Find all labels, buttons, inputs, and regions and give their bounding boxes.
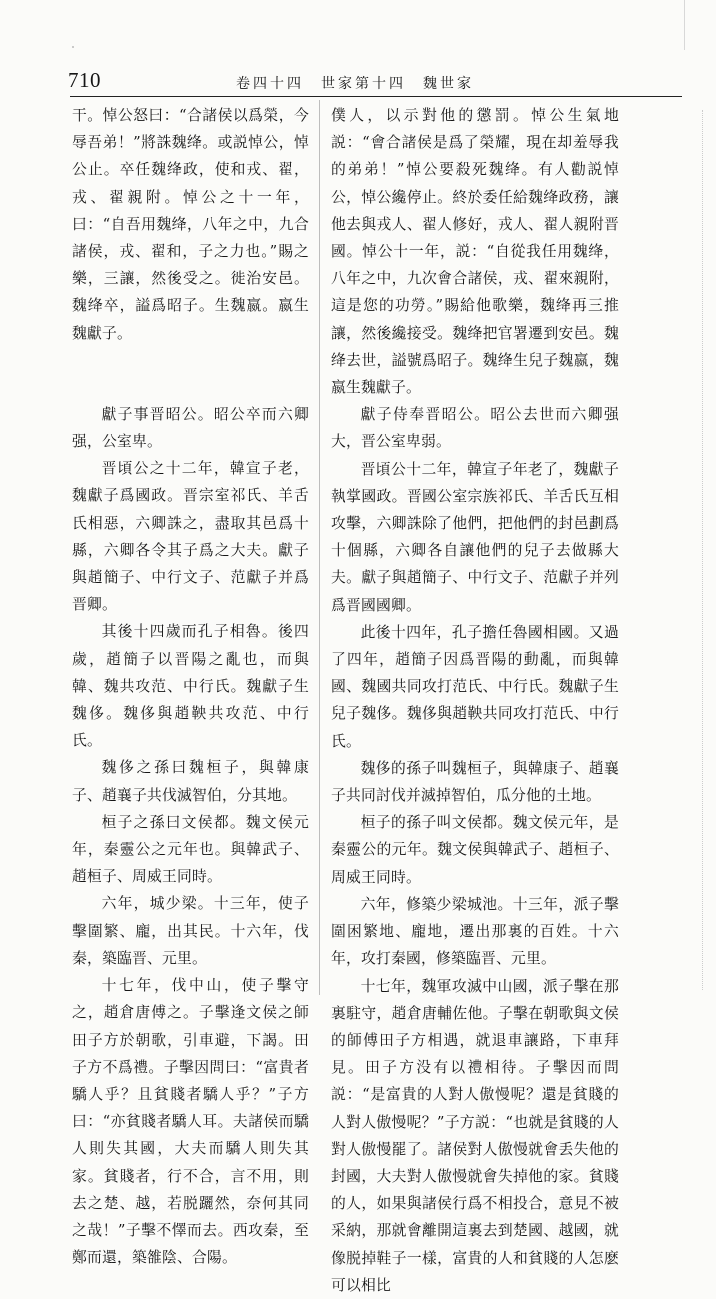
- translation-paragraph: 十七年，魏軍攻滅中山國，派子擊在那裏駐守，趙倉唐輔佐他。子擊在朝歌與文侯的師傅田子方相遇，就退車讓路，下車拜見。田子方没有以禮相待。子擊因而問説：“是富貴的人對人傲慢呢？還是貧賤的人對人傲慢呢？”子方説：“也就是貧賤的人對人傲慢罷了。諸侯對人傲慢就會丢失他的封國，大夫對人傲慢就會失掉他的家。貧賤的人，如果與諸侯行爲不相投合，意見不被采納，那就會離開這裏去到楚國、越國，就像脱掉鞋子一樣，富貴的人和貧賤的人怎麽可以相比: [331, 977, 619, 1294]
- translation-paragraph: 此後十四年，孔子擔任魯國相國。又過了四年，趙簡子因爲晋陽的動亂，而與韓國、魏國共同攻打范氏、中行氏。魏獻子生兒子魏侈。魏侈與趙鞅共同攻打范氏、中行氏。: [331, 623, 619, 750]
- translation-paragraph: 晋頃公十二年，韓宣子年老了，魏獻子執掌國政。晋國公室宗族祁氏、羊舌氏互相攻擊，六卿誅除了他們，把他們的封邑劃爲十個縣，六卿各自讓他們的兒子去做縣大夫。獻子與趙簡子、中行文子、范獻子并列爲晋國國卿。: [331, 460, 619, 614]
- translation-paragraph: 桓子的孫子叫文侯都。魏文侯元年，是秦靈公的元年。魏文侯與韓武子、趙桓子、周威王同時。: [331, 814, 619, 886]
- page-edge-line: [702, 110, 703, 990]
- translation-paragraph: 獻子侍奉晋昭公。昭公去世而六卿强大，晋公室卑弱。: [331, 406, 619, 451]
- translation-paragraph: 僕人，以示對他的懲罰。悼公生氣地説：“會合諸侯是爲了榮耀，現在却羞辱我的弟弟！”悼公要殺死魏绛。有人勸説悼公，悼公纔停止。終於委任給魏绛政務，讓他去與戎人、翟人修好，戎人、翟人親附晋國。悼公十一年，説：“自從我任用魏绛，八年之中，九次會合諸侯，戎、翟來親附，這是您的功勞。”賜給他歌樂，魏绛再三推讓，然後纔接受。魏绛把官署遷到安邑。魏绛去世，謚號爲昭子。魏绛生兒子魏嬴，魏嬴生魏獻子。: [331, 107, 619, 397]
- paragraph-gap: [72, 347, 309, 401]
- translation-text-column: [331, 102, 619, 1299]
- classical-paragraph: 晋頃公之十二年，韓宣子老，魏獻子爲國政。晋宗室祁氏、羊舌氏相惡，六卿誅之，盡取其邑爲十縣，六卿各令其子爲之大夫。獻子與趙簡子、中行文子、范獻子并爲晋卿。: [72, 460, 309, 614]
- column-divider: [319, 100, 320, 995]
- header-rule: [70, 96, 682, 97]
- classical-paragraph: 魏侈之孫曰魏桓子，與韓康子、趙襄子共伐滅智伯，分其地。: [72, 759, 309, 804]
- classical-paragraph: 干。悼公怒曰：“合諸侯以爲榮，今辱吾弟！”將誅魏绛。或説悼公，悼公止。卒任魏绛政，使和戎、翟，戎、翟親附。悼公之十一年，曰：“自吾用魏绛，八年之中，九合諸侯，戎、翟和，子之力也。”賜之樂，三讓，然後受之。徙治安邑。魏绛卒，謚爲昭子。生魏嬴。嬴生魏獻子。: [72, 107, 309, 342]
- classical-text-column: [72, 102, 309, 1271]
- scan-mark: [684, 0, 685, 50]
- translation-paragraph: 六年，修築少梁城池。十三年，派子擊圍困繁地、龐地，遷出那裏的百姓。十六年，攻打秦國，修築臨晋、元里。: [331, 895, 619, 968]
- page-number: 710: [68, 68, 101, 92]
- translation-paragraph: 魏侈的孫子叫魏桓子，與韓康子、趙襄子共同討伐并滅掉智伯，瓜分他的土地。: [331, 759, 619, 805]
- classical-paragraph: 六年，城少梁。十三年，使子擊圍繁、龐，出其民。十六年，伐秦，築臨晋、元里。: [72, 895, 309, 967]
- classical-paragraph: 獻子事晋昭公。昭公卒而六卿强，公室卑。: [72, 405, 309, 451]
- classical-paragraph: 其後十四歲而孔子相魯。後四歲，趙簡子以晋陽之亂也，而與韓、魏共攻范、中行氏。魏獻子生魏侈。魏侈與趙鞅共攻范、中行氏。: [72, 623, 309, 750]
- classical-paragraph: 桓子之孫曰文侯都。魏文侯元年，秦靈公之元年也。與韓武子、趙桓子、周威王同時。: [72, 813, 309, 886]
- running-head: 卷四十四 世家第十四 魏世家: [236, 76, 474, 92]
- scan-dot: [72, 46, 74, 48]
- classical-paragraph: 十七年，伐中山，使子擊守之，趙倉唐傅之。子擊逢文侯之師田子方於朝歌，引車避，下謁。田子方不爲禮。子擊因問曰：“富貴者驕人乎？且貧賤者驕人乎？”子方曰：“亦貧賤者驕人耳。夫諸侯而驕人則失其國，大夫而驕人則失其家。貧賤者，行不合，言不用，則去之楚、越，若脱躧然，奈何其同之哉！”子擊不懌而去。西攻秦，至鄭而還，築雒陰、合陽。: [72, 977, 309, 1267]
